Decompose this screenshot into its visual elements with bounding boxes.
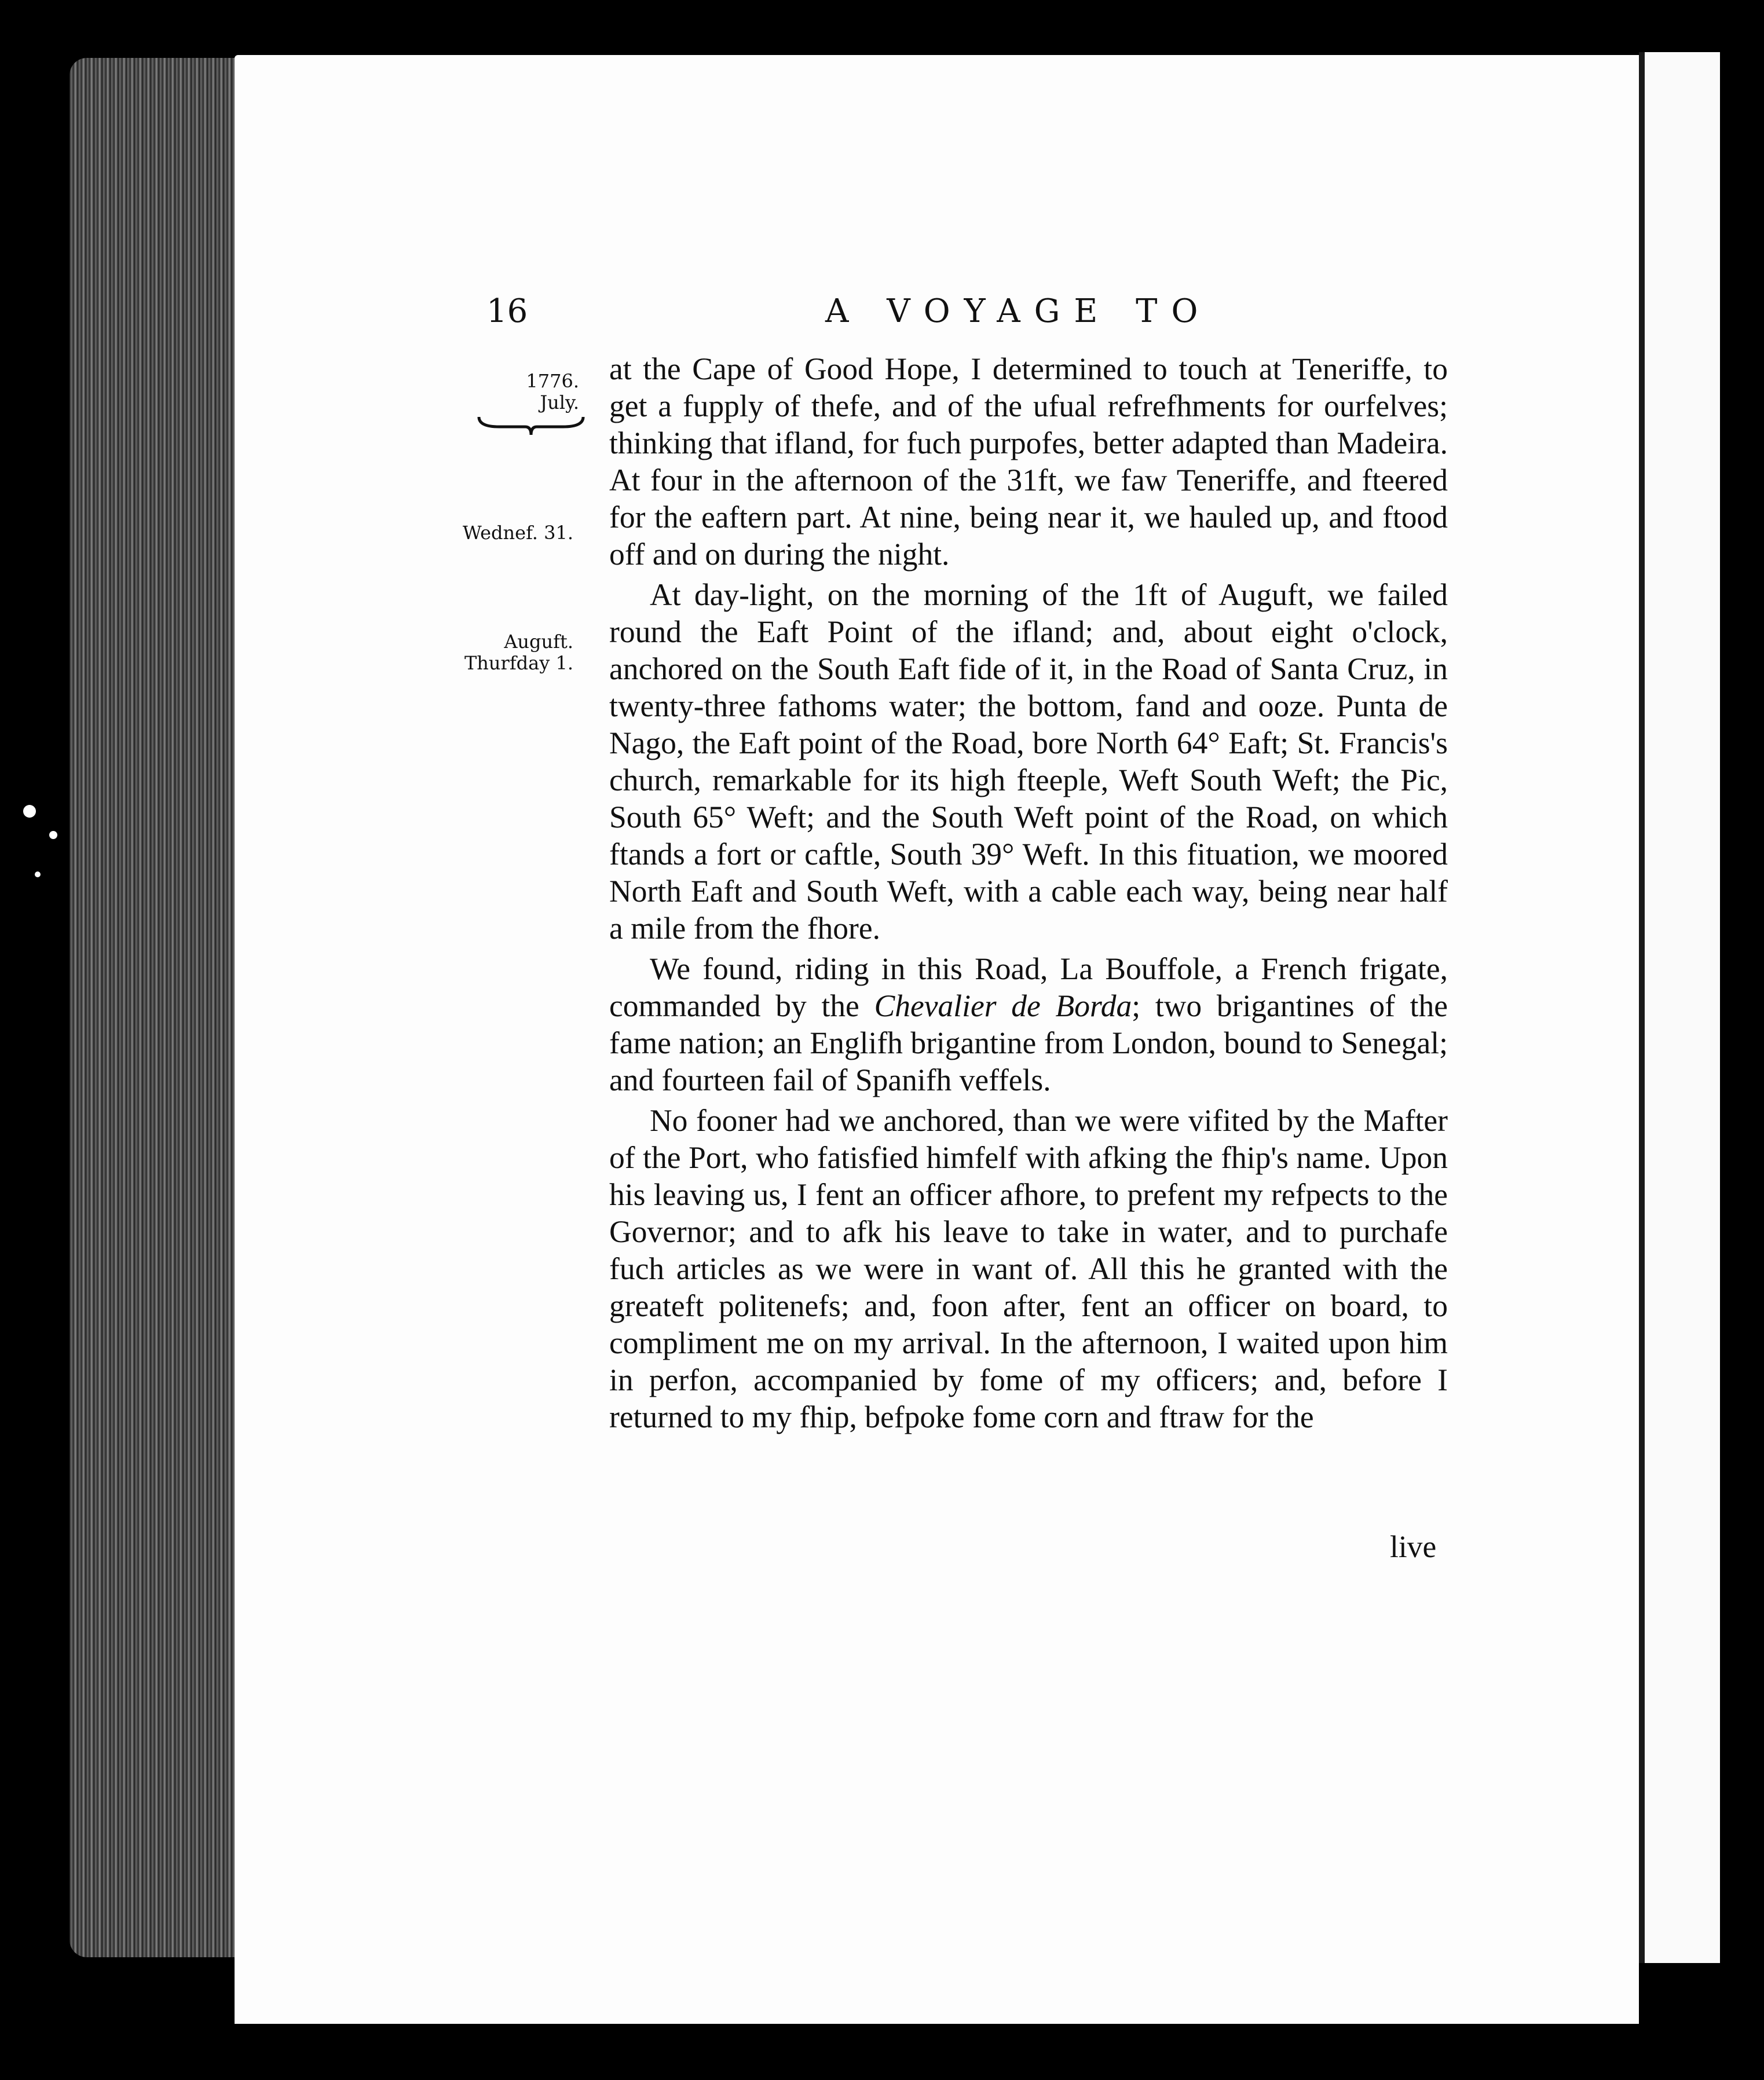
- paragraph-3-italic-name: Chevalier de Borda: [874, 988, 1132, 1023]
- scan-speck: [35, 871, 41, 877]
- scan-speck: [49, 831, 57, 839]
- margin-note-august: [458, 631, 573, 674]
- page-number: 16: [486, 292, 528, 330]
- margin-note-month: July.: [540, 391, 579, 413]
- curly-brace-icon: [476, 414, 586, 437]
- catchword: live: [1390, 1529, 1437, 1564]
- paragraph-4: No fooner had we anchored, than we were vifited by the Mafter of the Port, who fatisfied himfelf with afking the fhip's name. Upon his leaving us, I fent an officer afhore, to prefent my refpects to the Governor; and to afk his leave to take in water, and to purchafe fuch articles as we were in want of. All this he granted with the greateft politenefs; and, foon after, fent an officer on board, to compliment me on my arrival. In the afternoon, I waited upon him in perfon, accompanied by fome of my officers; and, before I returned to my fhip, befpoke fome corn and ftraw for the: [609, 1103, 1448, 1434]
- paragraph-2: At day-light, on the morning of the 1ft of Auguft, we failed round the Eaft Point of the ifland; and, about eight o'clock, anchored on the South Eaft fide of it, in the Road of Santa Cruz, in twenty-three fathoms water; the bottom, fand and ooze. Punta de Nago, the Eaft point of the Road, bore North 64° Eaft; St. Francis's church, remarkable for its high fteeple, Weft South Weft; the Pic, South 65° Weft; and the South Weft point of the Road, on which ftands a fort or caftle, South 39° Weft. In this fituation, we moored North Eaft and South Weft, with a cable each way, being near half a mile from the fhore.: [609, 577, 1448, 946]
- margin-note-month-august: Auguft.: [504, 631, 573, 653]
- paragraph-1: at the Cape of Good Hope, I determined to touch at Teneriffe, to get a fupply of thefe, and of the ufual refrefhments for ourfelves; thinking that ifland, for fuch purpofes, better adapted than Madeira. At four in the afternoon of the 31ft, we faw Teneriffe, and fteered for the eaftern part. At nine, being near it, we hauled up, and ftood off and on during the night.: [609, 351, 1448, 572]
- facing-page-edge: [1639, 52, 1720, 1963]
- scan-speck: [23, 805, 36, 818]
- body-text: [609, 350, 1448, 1436]
- paragraph-3-text-a: We found, riding in this Road, La Bouffole, a French frigate, commanded by the: [609, 951, 1448, 1023]
- margin-note-wednesday: Wednef. 31.: [462, 522, 573, 544]
- book-page-edges: [69, 58, 243, 1957]
- margin-note-date: [463, 371, 579, 413]
- margin-note-year: 1776.: [526, 370, 579, 392]
- paragraph-3-text-b: ; two brigantines of the fame nation; an Englifh brigantine from London, bound to Senegal; and fourteen fail of Spanifh veffels.: [609, 988, 1448, 1097]
- running-title: A VOYAGE TO: [825, 292, 1212, 330]
- paragraph-3: [609, 950, 1448, 1098]
- margin-note-thursday: Thurfday 1.: [464, 651, 573, 674]
